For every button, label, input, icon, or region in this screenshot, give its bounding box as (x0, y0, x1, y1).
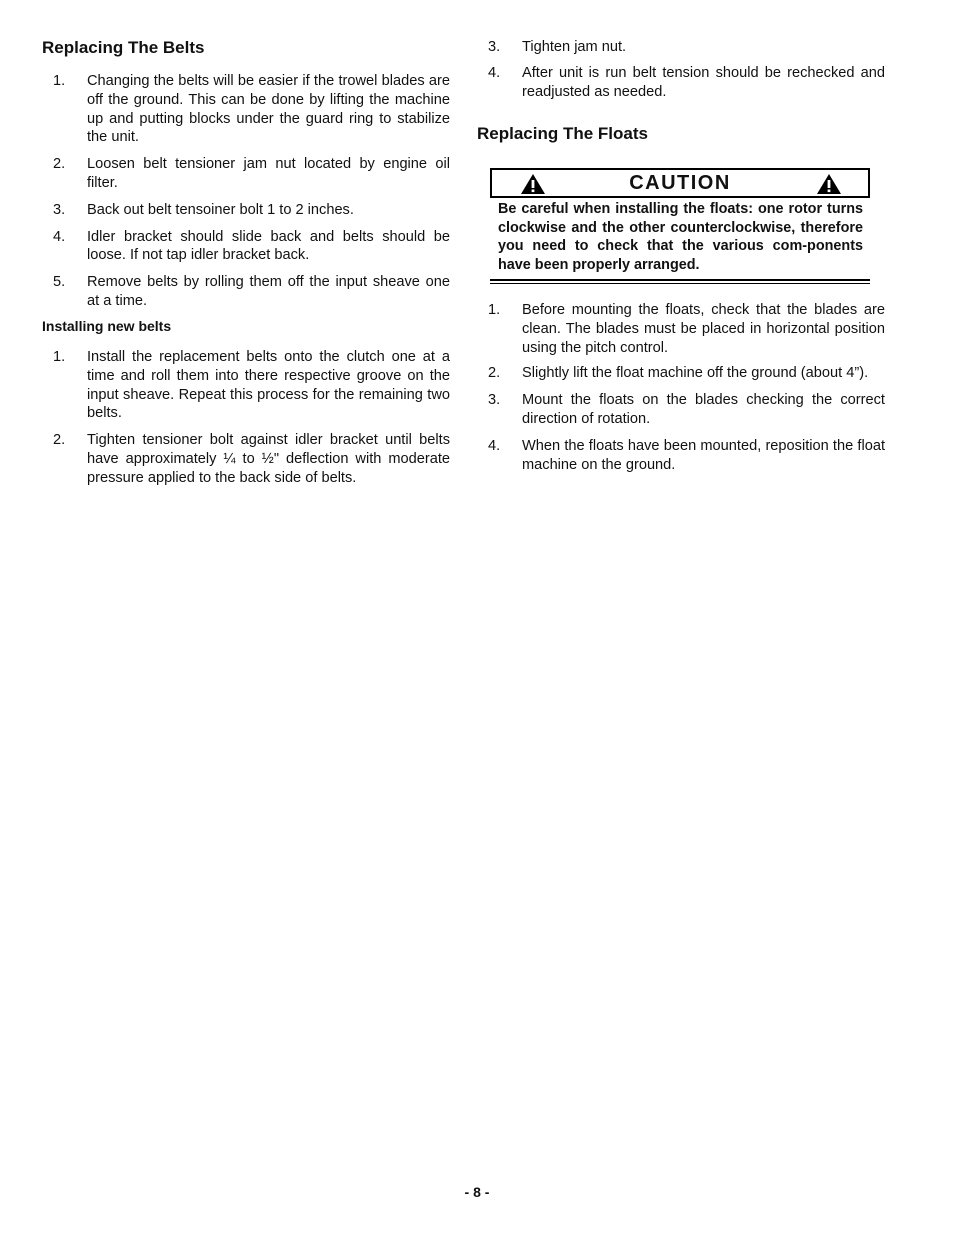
step-text: After unit is run belt tension should be rechecked and readjusted as needed. (522, 64, 885, 100)
step-number: 3. (53, 201, 66, 218)
step-number: 2. (53, 156, 66, 173)
warning-triangle-icon (520, 173, 546, 195)
warning-triangle-icon (816, 173, 842, 195)
list-item (42, 348, 450, 423)
floats-steps-list (477, 301, 885, 474)
list-item (477, 64, 885, 102)
list-item (477, 38, 885, 57)
list-item (42, 155, 450, 193)
list-item (42, 431, 450, 487)
list-item (477, 364, 885, 383)
step-number: 4. (488, 437, 501, 454)
step-number: 2. (53, 432, 66, 449)
step-text: Install the replacement belts onto the clutch one at a time and roll them into there respective groove on the input sheave. Repeat this process for the remaining two belts. (87, 349, 450, 422)
step-number: 4. (488, 64, 501, 81)
list-item (477, 391, 885, 429)
step-number: 3. (488, 39, 501, 55)
step-number: 5. (53, 274, 66, 291)
step-text: When the floats have been mounted, reposition the float machine on the ground. (522, 437, 885, 473)
list-item (42, 228, 450, 266)
section-heading-floats: Replacing The Floats (477, 124, 648, 143)
list-item (42, 273, 450, 311)
step-number: 2. (488, 365, 501, 382)
step-text: Before mounting the floats, check that the blades are clean. The blades must be placed in horizontal position using the pitch control. (522, 302, 885, 356)
step-text: Remove belts by rolling them off the input sheave one at a time. (87, 274, 450, 309)
step-text: Tighten jam nut. (522, 39, 627, 55)
subheading-installing-new-belts: Installing new belts (42, 318, 172, 334)
step-number: 4. (53, 228, 66, 245)
caution-title: CAUTION (629, 171, 731, 194)
step-number: 1. (488, 302, 501, 318)
caution-text: Be careful when installing the floats: one rotor turns clockwise and the other counterclockwise, therefore you need to check that the various com-ponents have been properly arranged. (498, 201, 863, 273)
list-item (477, 437, 885, 475)
step-text: Slightly lift the float machine off the ground (about 4”). (522, 365, 869, 382)
list-item (477, 301, 885, 357)
caution-banner (490, 168, 870, 198)
list-item (42, 72, 450, 147)
page-number: - 8 - (464, 1184, 490, 1200)
step-text: Changing the belts will be easier if the trowel blades are off the ground. This can be done by lifting the machine up and putting blocks under the guard ring to stabilize the unit. (87, 73, 450, 146)
step-text: Mount the floats on the blades checking the correct direction of rotation. (522, 392, 885, 427)
install-steps-list (42, 348, 450, 488)
belts-steps-list (42, 72, 450, 311)
list-item (42, 201, 450, 220)
step-text: Idler bracket should slide back and belts should be loose. If not tap idler bracket back. (87, 228, 450, 264)
step-text: Tighten tensioner bolt against idler bracket until belts have approximately ¼ to ½" deflection with moderate pressure applied to the back side of belts. (87, 432, 450, 486)
step-number: 3. (488, 392, 501, 409)
caution-divider (490, 279, 870, 284)
step-number: 1. (53, 349, 66, 365)
section-heading-belts: Replacing The Belts (42, 38, 205, 57)
step-number: 1. (53, 73, 66, 89)
step-text: Loosen belt tensioner jam nut located by engine oil filter. (87, 156, 450, 191)
continued-steps-list (477, 38, 885, 101)
step-text: Back out belt tensoiner bolt 1 to 2 inches. (87, 201, 354, 218)
